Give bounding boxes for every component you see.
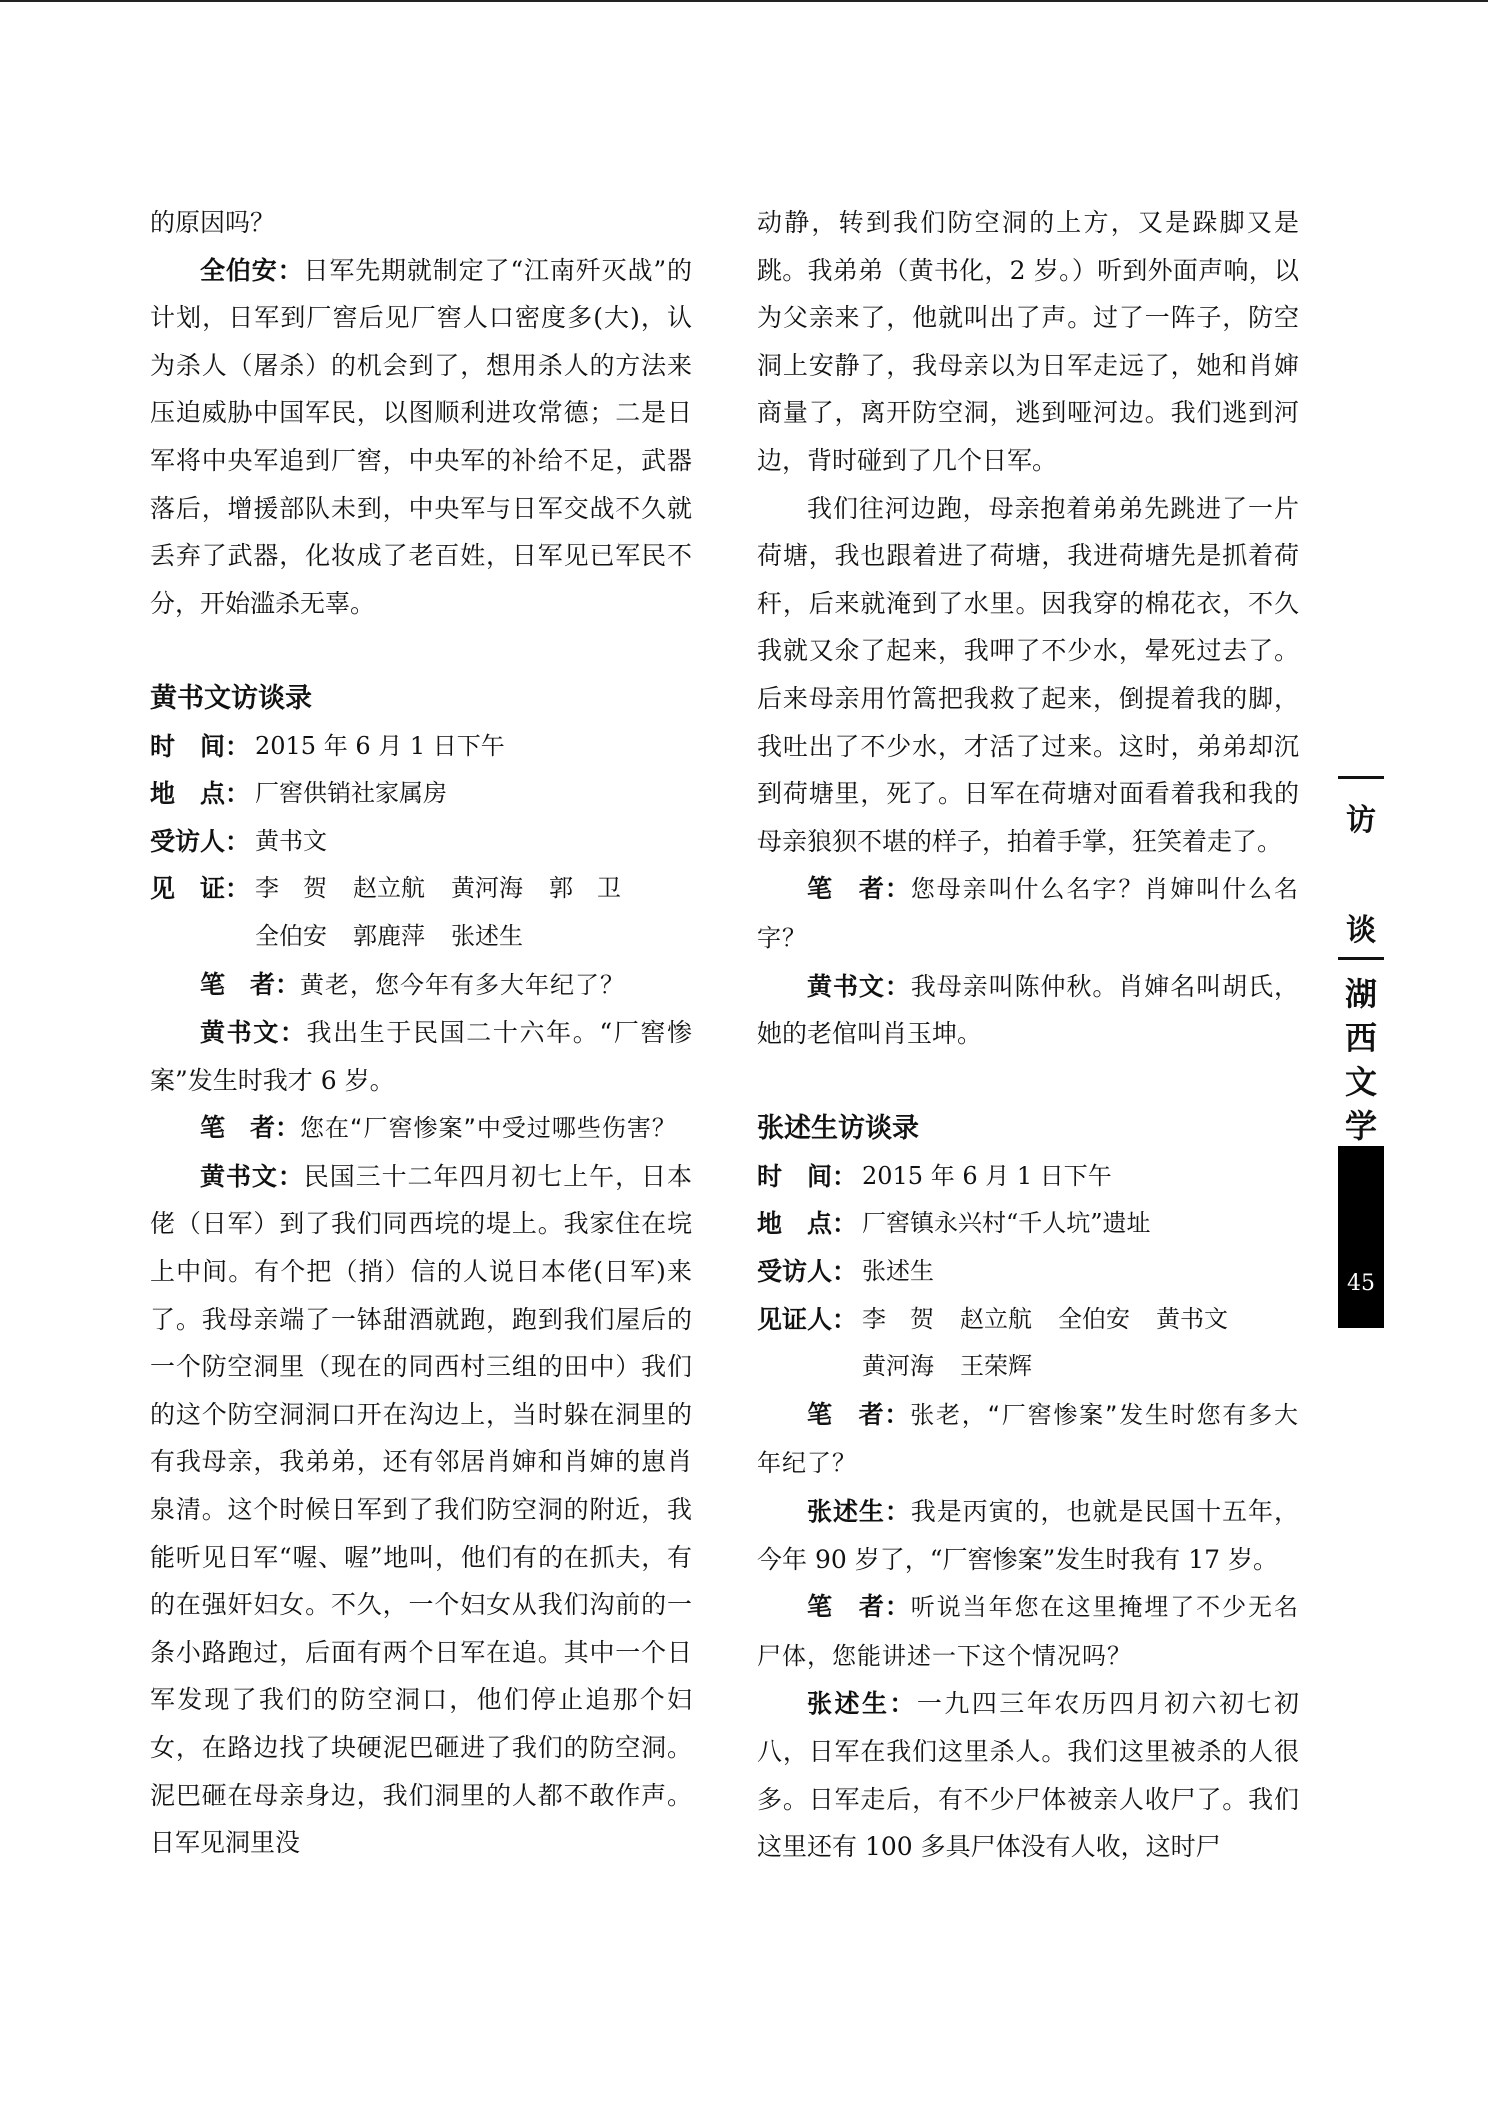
paragraph: 动静，转到我们防空洞的上方，又是跺脚又是跳。我弟弟（黄书化，2 岁。）听到外面声响，以为父亲来了，他就叫出了声。过了一阵子，防空洞上安静了，我母亲以为日军走远了，她和肖婶商量了，离开防空洞，逃到哑河边。我们逃到河边，背时碰到了几个日军。	[757, 208, 1299, 475]
question-text: 张老，“厂窖惨案”发生时您有多大年纪了？	[757, 1400, 1299, 1478]
speaker-label: 张述生：	[807, 1497, 911, 1527]
top-border-line	[0, 0, 1488, 2]
witness-name: 赵立航	[353, 874, 425, 903]
meta-label: 时 间：	[150, 731, 251, 761]
witness-name: 黄河海	[451, 874, 523, 903]
answer-text: 我母亲叫陈仲秋。肖婶名叫胡氏，她的老倌叫肖玉坤。	[757, 971, 1299, 1049]
question-text: 您在“厂窖惨案”中受过哪些伤害？	[300, 1114, 677, 1143]
side-rule-top	[1338, 776, 1384, 779]
meta-witness-continued	[150, 913, 692, 961]
paragraph: 我们往河边跑，母亲抱着弟弟先跳进了一片荷塘，我也跟着进了荷塘，我进荷塘先是抓着荷秆，后来就淹到了水里。因我穿的棉花衣，不久我就又氽了起来，我呷了不少水，晕死过去了。后来母亲用竹篙把我救了起来，倒提着我的脚，我吐出了不少水，才活了过来。这时，弟弟却沉到荷塘里，死了。日军在荷塘对面看着我和我的母亲狼狈不堪的样子，拍着手掌，狂笑着走了。	[757, 493, 1299, 856]
side-char-interview-1: 访	[1346, 803, 1376, 838]
speaker-label: 全伯安：	[200, 255, 304, 285]
witness-name: 李 贺	[255, 874, 327, 903]
meta-value: 黄书文	[255, 826, 327, 855]
witness-name: 张述生	[451, 921, 523, 950]
answer-text: 民国三十二年四月初七上午，日本佬（日军）到了我们同西垸的堤上。我家住在垸上中间。有个把（捎）信的人说日本佬(日军)来了。我母亲端了一钵甜酒就跑，跑到我们屋后的一个防空洞里（现在的同西村三组的田中）我们的这个防空洞洞口开在沟边上，当时躲在洞里的有我母亲，我弟弟，还有邻居肖婶和肖婶的崽肖泉清。这个时候日军到了我们防空洞的附近，我能听见日军“喔、喔”地叫，他们有的在抓夫，有的在强奸妇女。不久，一个妇女从我们沟前的一条小路跑过，后面有两个日军在追。其中一个日军发现了我们的防空洞口，他们停止追那个妇女，在路边找了块硬泥巴砸进了我们的防空洞。泥巴砸在母亲身边，我们洞里的人都不敢作声。日军见洞里没	[150, 1161, 692, 1858]
witness-name: 全伯安	[255, 921, 327, 950]
answer-text: 一九四三年农历四月初六初七初八，日军在我们这里杀人。我们这里被杀的人很多。日军走后，有不少尸体被亲人收尸了。我们这里还有 100 多具尸体没有人收，这时尸	[757, 1689, 1299, 1862]
logo-char: 湖	[1344, 975, 1377, 1013]
question-paragraph	[757, 865, 1299, 962]
speaker-label: 黄书文：	[200, 1161, 304, 1191]
speaker-label: 张述生：	[807, 1689, 917, 1719]
question-paragraph	[150, 1104, 692, 1153]
speaker-label: 笔 者：	[200, 969, 301, 999]
answer-paragraph	[757, 1680, 1299, 1870]
meta-place	[150, 770, 692, 818]
speaker-label: 笔 者：	[807, 874, 911, 904]
meta-interviewee	[757, 1248, 1299, 1296]
answer-text: 我出生于民国二十六年。“厂窖惨案”发生时我才 6 岁。	[150, 1018, 692, 1095]
question-text: 听说当年您在这里掩埋了不少无名尸体，您能讲述一下这个情况吗？	[757, 1593, 1299, 1670]
speaker-label: 黄书文：	[200, 1018, 307, 1048]
meta-value	[862, 1296, 1299, 1344]
witness-name: 全伯安	[1058, 1304, 1130, 1333]
witness-name: 郭 卫	[549, 874, 621, 903]
witness-name: 王荣辉	[960, 1352, 1032, 1381]
meta-label: 见证人：	[757, 1304, 858, 1334]
meta-interviewee	[150, 818, 692, 866]
question-text: 黄老，您今年有多大年纪了？	[300, 970, 626, 999]
meta-label: 地 点：	[150, 779, 251, 809]
witness-name: 黄书文	[1156, 1304, 1228, 1333]
speaker-label: 笔 者：	[807, 1399, 911, 1429]
speaker-label: 黄书文：	[807, 971, 911, 1001]
answer-text: 日军先期就制定了“江南歼灭战”的计划，日军到厂窖后见厂窖人口密度多(大)，认为杀人（屠杀）的机会到了，想用杀人的方法来压迫威胁中国军民，以图顺利进攻常德；二是日军将中央军追到厂窖，中央军的补给不足，武器落后，增援部队未到，中央军与日军交战不久就丢弃了武器，化妆成了老百姓，日军见已军民不分，开始滥杀无辜。	[150, 255, 692, 618]
question-paragraph	[757, 1391, 1299, 1488]
side-char-interview-2: 谈	[1346, 913, 1376, 948]
meta-label: 时 间：	[757, 1161, 858, 1191]
meta-value: 厂窖供销社家属房	[255, 779, 447, 808]
answer-paragraph	[150, 1153, 692, 1867]
page-number-block	[1338, 1146, 1384, 1328]
meta-witness	[150, 865, 692, 913]
spacer	[150, 627, 692, 675]
meta-value: 2015 年 6 月 1 日下午	[862, 1161, 1112, 1190]
section-title: 张述生访谈录	[757, 1113, 919, 1145]
journal-logo	[1338, 972, 1384, 1148]
meta-time	[150, 723, 692, 771]
meta-witness	[757, 1296, 1299, 1344]
page-number: 45	[1347, 1271, 1375, 1296]
section-title: 黄书文访谈录	[150, 682, 312, 714]
logo-char: 文	[1344, 1063, 1377, 1101]
meta-label: 受访人：	[757, 1257, 858, 1287]
answer-text: 我是丙寅的，也就是民国十五年，今年 90 岁了，“厂窖惨案”发生时我有 17 岁。	[757, 1497, 1299, 1574]
meta-value: 2015 年 6 月 1 日下午	[255, 731, 505, 760]
speaker-label: 笔 者：	[807, 1592, 911, 1622]
meta-time	[757, 1153, 1299, 1201]
meta-value	[255, 865, 692, 913]
spacer	[757, 1058, 1299, 1106]
meta-witness-continued	[757, 1343, 1299, 1391]
speaker-label: 笔 者：	[200, 1113, 301, 1143]
meta-label: 受访人：	[150, 826, 251, 856]
meta-label: 见 证：	[150, 874, 251, 904]
question-paragraph	[757, 1583, 1299, 1680]
witness-name: 郭鹿萍	[353, 921, 425, 950]
meta-value: 张述生	[862, 1257, 934, 1286]
witness-name: 黄河海	[862, 1352, 934, 1381]
witness-name: 李 贺	[862, 1304, 934, 1333]
answer-paragraph	[150, 1009, 692, 1104]
witness-name: 赵立航	[960, 1304, 1032, 1333]
answer-paragraph	[757, 963, 1299, 1058]
logo-char: 学	[1344, 1107, 1377, 1145]
left-column	[150, 199, 692, 1867]
question-text: 您母亲叫什么名字？肖婶叫什么名字？	[757, 875, 1299, 952]
meta-place	[757, 1200, 1299, 1248]
meta-value: 厂窖镇永兴村“千人坑”遗址	[862, 1209, 1151, 1238]
paragraph: 的原因吗？	[150, 208, 276, 237]
answer-paragraph	[150, 247, 692, 628]
answer-paragraph	[757, 1488, 1299, 1583]
question-paragraph	[150, 961, 692, 1010]
logo-char: 西	[1344, 1019, 1377, 1057]
meta-label: 地 点：	[757, 1209, 858, 1239]
right-column	[757, 199, 1299, 1871]
side-rule-bottom	[1338, 957, 1384, 960]
